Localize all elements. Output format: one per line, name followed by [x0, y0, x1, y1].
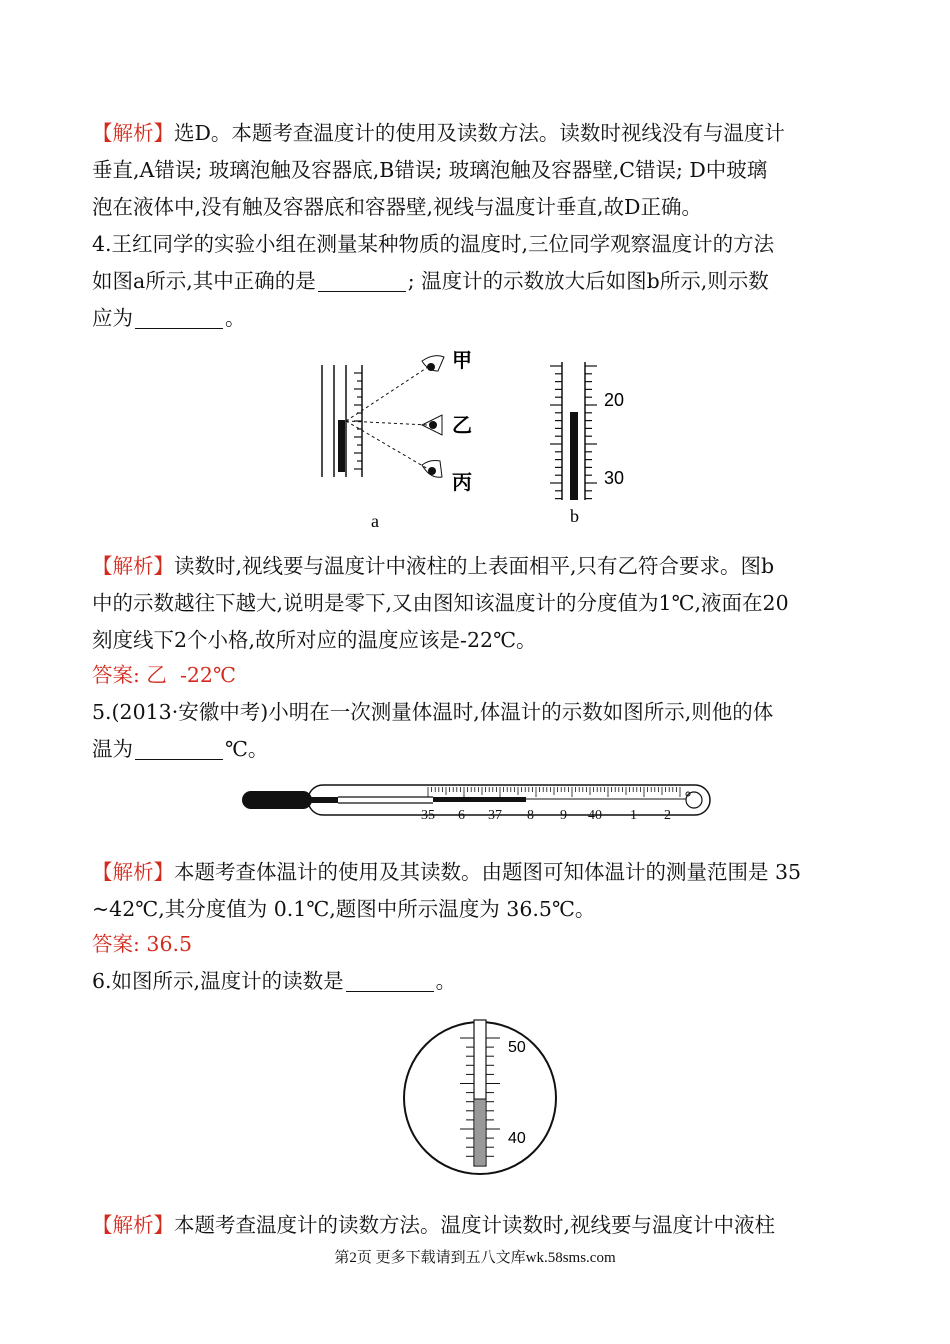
- q5-analysis-line2: ~42℃,其分度值为 0.1℃,题图中所示温度为 36.5℃。: [92, 897, 596, 921]
- q5-analysis-line1: [92, 857, 801, 887]
- figure-a-caption: a: [371, 511, 379, 531]
- analysis-tag: 【解析】: [92, 860, 174, 884]
- q6-analysis-line1: [92, 1210, 775, 1240]
- analysis-text: 选D。本题考查温度计的使用及读数方法。读数时视线没有与温度计: [174, 121, 785, 145]
- q4-question-line2: [92, 266, 769, 296]
- scale-label: 40: [588, 808, 602, 823]
- label-bing: 丙: [452, 470, 472, 494]
- figure-b-thermometer-scale: [540, 358, 650, 530]
- answer-blank: [135, 308, 223, 329]
- q4-question-line1: 4.王红同学的实验小组在测量某种物质的温度时,三位同学观察温度计的方法: [92, 232, 775, 256]
- analysis-tag: 【解析】: [92, 554, 174, 578]
- q4-text: 应为: [92, 306, 133, 330]
- eye-icon: [422, 356, 444, 371]
- scale-label: 37: [488, 808, 502, 823]
- q3-analysis-line1: [92, 118, 785, 148]
- analysis-text: 本题考查温度计的读数方法。温度计读数时,视线要与温度计中液柱: [174, 1213, 776, 1237]
- answer-blank: [346, 971, 434, 992]
- q5-answer: 答案: 36.5: [92, 932, 193, 956]
- scale-label: 8: [527, 808, 534, 823]
- q4-text: 如图a所示,其中正确的是: [92, 269, 316, 293]
- label-jia: 甲: [452, 348, 472, 372]
- q4-analysis-line3: 刻度线下2个小格,故所对应的温度应该是-22℃。: [92, 628, 537, 652]
- figure-b-caption: b: [570, 506, 579, 526]
- scale-label: 6: [458, 808, 465, 823]
- q4-analysis-line2: 中的示数越往下越大,说明是零下,又由图知该温度计的分度值为1℃,液面在20: [92, 591, 789, 615]
- q5-question-line2: [92, 734, 268, 764]
- scale-label: 1: [630, 808, 637, 823]
- scale-label-50: 50: [508, 1039, 526, 1056]
- analysis-text: 本题考查体温计的使用及其读数。由题图可知体温计的测量范围是 35: [174, 860, 802, 884]
- eye-icon: [422, 461, 442, 478]
- scale-label: 35: [421, 808, 435, 823]
- scale-label-20: 20: [604, 390, 625, 410]
- q4-text: ; 温度计的示数放大后如图b所示,则示数: [407, 269, 769, 293]
- label-yi: 乙: [452, 413, 472, 437]
- q3-analysis-line3: 泡在液体中,没有触及容器底和容器壁,视线与温度计垂直,故D正确。: [92, 195, 702, 219]
- q5-question-line1: 5.(2013·安徽中考)小明在一次测量体温时,体温计的示数如图所示,则他的体: [92, 700, 774, 724]
- clinical-thermometer: [238, 775, 718, 825]
- q4-question-line3: [92, 303, 246, 333]
- q4-text: 。: [225, 306, 246, 330]
- analysis-text: 读数时,视线要与温度计中液柱的上表面相平,只有乙符合要求。图b: [174, 554, 775, 578]
- analysis-tag: 【解析】: [92, 1213, 174, 1237]
- q5-text: 温为: [92, 737, 133, 761]
- answer-blank: [318, 271, 406, 292]
- page-footer: 第2页 更多下载请到五八文库wk.58sms.com: [334, 1250, 616, 1266]
- scale-label-30: 30: [604, 468, 625, 488]
- scale-label: 2: [664, 808, 671, 823]
- scale-label-40: 40: [508, 1130, 526, 1147]
- q6-question-line1: [92, 966, 456, 996]
- q3-analysis-line2: 垂直,A错误; 玻璃泡触及容器底,B错误; 玻璃泡触及容器壁,C错误; D中玻璃: [92, 158, 768, 182]
- figure-a-thermometer-sight: [310, 345, 500, 535]
- answer-blank: [135, 739, 223, 760]
- round-thermometer: [400, 1010, 560, 1180]
- q4-analysis-line1: [92, 551, 774, 581]
- analysis-tag: 【解析】: [92, 121, 174, 145]
- q5-text: ℃。: [225, 737, 269, 761]
- scale-label: 9: [560, 808, 567, 823]
- q6-text: 。: [435, 969, 457, 993]
- q6-text: 6.如图所示,温度计的读数是: [92, 969, 344, 993]
- q4-answer: 答案: 乙 -22℃: [92, 663, 236, 687]
